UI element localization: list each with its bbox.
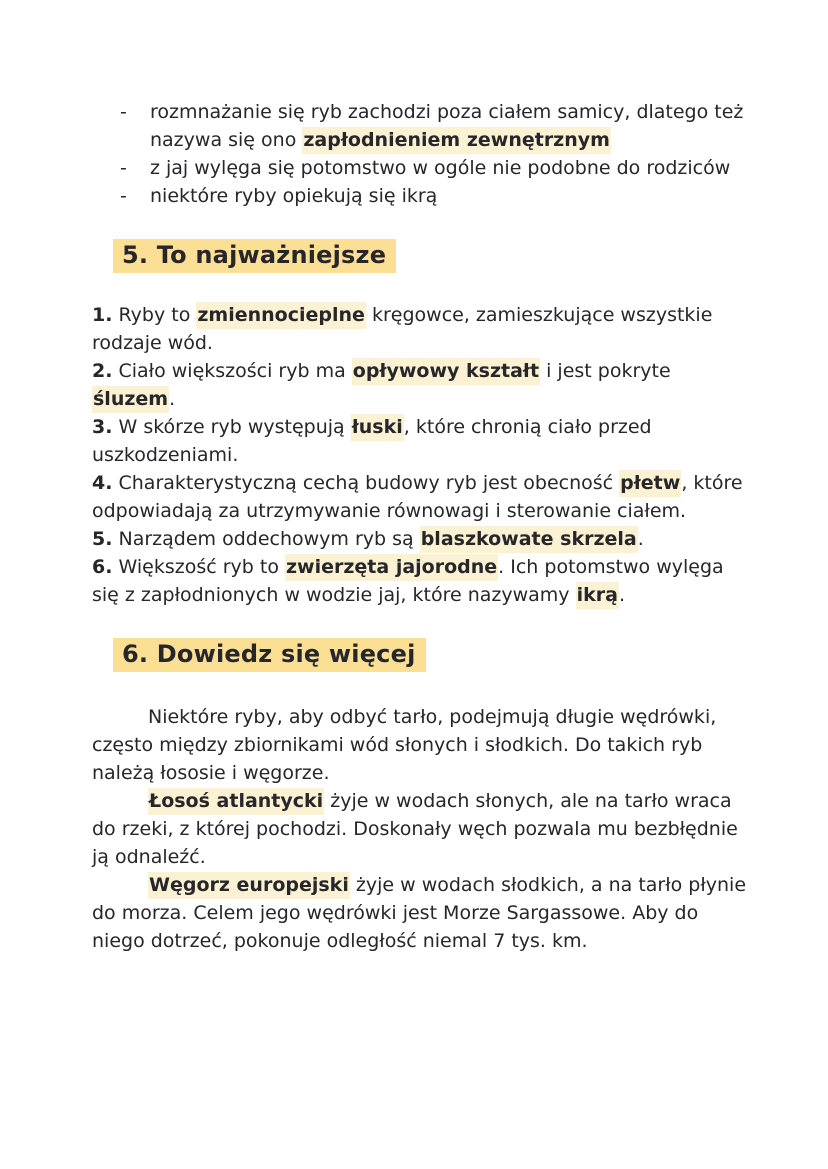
- summary-item: [92, 301, 746, 357]
- text-run: 5.: [92, 528, 113, 550]
- text-run: .: [618, 584, 625, 606]
- highlighted-term: blaszkowate skrzela: [420, 526, 638, 553]
- text-run: żyje w wodach słodkich, a na tarło płynie do morza. Celem jego wędrówki jest Morze Sargassowe. Aby do niego dotrzeć, pokonuje odległość niemal 7 tys. km.: [92, 874, 747, 952]
- text-run: Narządem oddechowym ryb są: [112, 528, 420, 550]
- highlighted-term: Łosoś atlantycki: [148, 788, 324, 815]
- text-run: Ryby to: [112, 304, 197, 326]
- document-content: [92, 98, 746, 955]
- text-run: i jest pokryte: [540, 360, 671, 382]
- section-5-heading-row: [92, 210, 746, 273]
- text-run: . Ich potomstwo wylęga się z zapłodnionych w wodzie jaj, które nazywamy: [92, 556, 724, 606]
- text-run: rozmnażanie się ryb zachodzi poza ciałem samicy, dlatego też nazywa się ono: [150, 101, 744, 151]
- paragraph: [92, 787, 746, 871]
- text-run: z jaj wylęga się potomstwo w ogóle nie podobne do rodziców: [150, 157, 731, 179]
- text-run: , które chronią ciało przed uszkodzeniami.: [92, 416, 652, 466]
- summary-item: [92, 469, 746, 525]
- text-run: 1.: [92, 304, 113, 326]
- text-run: niektóre ryby opiekują się ikrą: [150, 185, 438, 207]
- text-run: Charakterystyczną cechą budowy ryb jest obecność: [112, 472, 620, 494]
- text-run: , które odpowiadają za utrzymywanie równowagi i sterowanie ciałem.: [92, 472, 743, 522]
- prose-section: [92, 703, 746, 955]
- text-run: 3.: [92, 416, 113, 438]
- text-run: .: [169, 388, 176, 410]
- text-run: kręgowce, zamieszkujące wszystkie rodzaje wód.: [92, 304, 713, 354]
- text-run: .: [637, 528, 644, 550]
- paragraph: [92, 871, 746, 955]
- summary-list: [92, 301, 746, 609]
- summary-item: [92, 525, 746, 553]
- summary-item: [92, 553, 746, 609]
- summary-item: [92, 357, 746, 413]
- highlighted-term: ikrą: [576, 582, 619, 609]
- highlighted-term: płetw: [619, 470, 681, 497]
- text-run: 2.: [92, 360, 113, 382]
- summary-item: [92, 413, 746, 469]
- highlighted-term: zmiennocieplne: [196, 302, 366, 329]
- highlighted-term: opływowy kształt: [352, 358, 540, 385]
- highlighted-term: zwierzęta jajorodne: [285, 554, 498, 581]
- section-6-heading: 6. Dowiedz się więcej: [113, 638, 426, 672]
- highlighted-term: łuski: [351, 414, 404, 441]
- bullet-item: [120, 154, 746, 182]
- bullet-list: [120, 98, 746, 210]
- section-6-heading-row: [92, 609, 746, 672]
- highlighted-term: zapłodnieniem zewnętrznym: [302, 127, 611, 154]
- section-5-heading: 5. To najważniejsze: [113, 239, 396, 273]
- text-run: W skórze ryb występują: [112, 416, 351, 438]
- text-run: Niektóre ryby, aby odbyć tarło, podejmują długie wędrówki, często między zbiornikami wód słonych i słodkich. Do takich ryb należą łososie i węgorze.: [92, 706, 717, 784]
- bullet-item: [120, 98, 746, 154]
- bullet-item: [120, 182, 746, 210]
- text-run: Większość ryb to: [112, 556, 285, 578]
- highlighted-term: Węgorz europejski: [148, 872, 350, 899]
- text-run: Ciało większości ryb ma: [112, 360, 352, 382]
- text-run: 4.: [92, 472, 113, 494]
- paragraph: [92, 703, 746, 787]
- text-run: żyje w wodach słonych, ale na tarło wraca do rzeki, z której pochodzi. Doskonały węch pozwala mu bezbłędnie ją odnaleźć.: [92, 790, 738, 868]
- text-run: 6.: [92, 556, 113, 578]
- highlighted-term: śluzem: [92, 386, 169, 413]
